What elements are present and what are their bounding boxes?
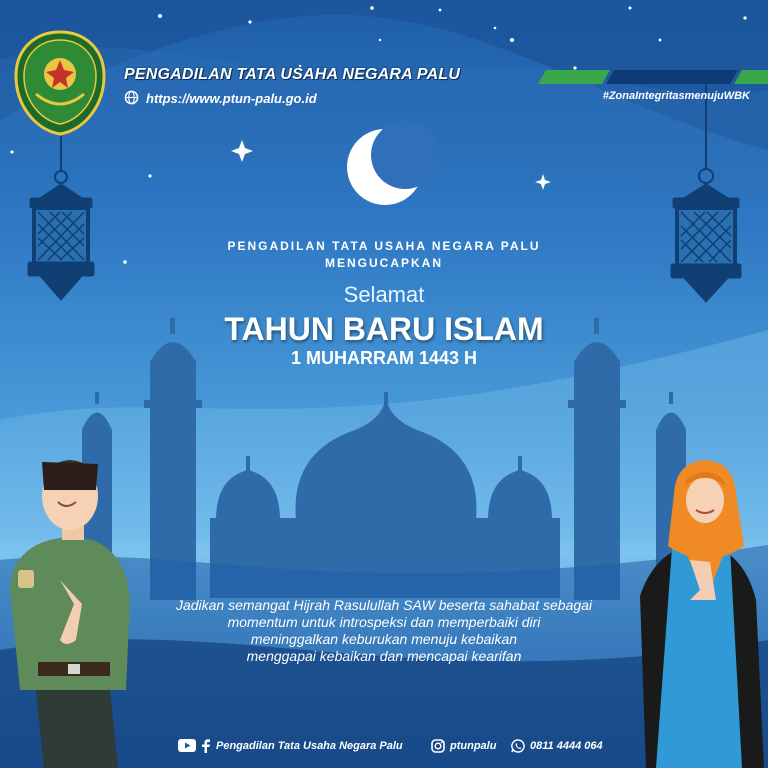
decorative-bars [538, 70, 768, 84]
globe-icon [124, 90, 139, 105]
main-title: TAHUN BARU ISLAM [224, 311, 544, 347]
website-url[interactable]: https://www.ptun-palu.go.id [146, 91, 317, 106]
greeting-line1: PENGADILAN TATA USAHA NEGARA PALU [227, 239, 541, 253]
facebook-handle[interactable]: Pengadilan Tata Usaha Negara Palu [216, 740, 403, 752]
message-line: momentum untuk introspeksi dan memperbaiki diri [227, 614, 541, 630]
hashtag: #ZonaIntegritasmenujuWBK [602, 90, 750, 102]
message-line: menggapai kebaikan dan mencapai kearifan [246, 648, 522, 664]
instagram-handle[interactable]: ptunpalu [450, 740, 497, 752]
message-line: meninggalkan keburukan menuju kebaikan [250, 631, 518, 647]
court-logo [14, 30, 106, 136]
message-line: Jadikan semangat Hijrah Rasulullah SAW beserta sahabat sebagai [175, 597, 593, 613]
footer [0, 737, 768, 757]
whatsapp-icon[interactable] [511, 739, 525, 753]
instagram-icon[interactable] [431, 739, 445, 753]
selamat-text: Selamat [343, 282, 425, 307]
whatsapp-number[interactable]: 0811 4444 064 [530, 740, 603, 752]
hijri-date: 1 MUHARRAM 1443 H [290, 348, 478, 368]
org-name: PENGADILAN TATA USAHA NEGARA PALU [124, 66, 461, 83]
greeting-line2: MENGUCAPKAN [325, 256, 443, 270]
youtube-icon[interactable] [178, 739, 196, 752]
facebook-icon[interactable] [201, 739, 210, 753]
